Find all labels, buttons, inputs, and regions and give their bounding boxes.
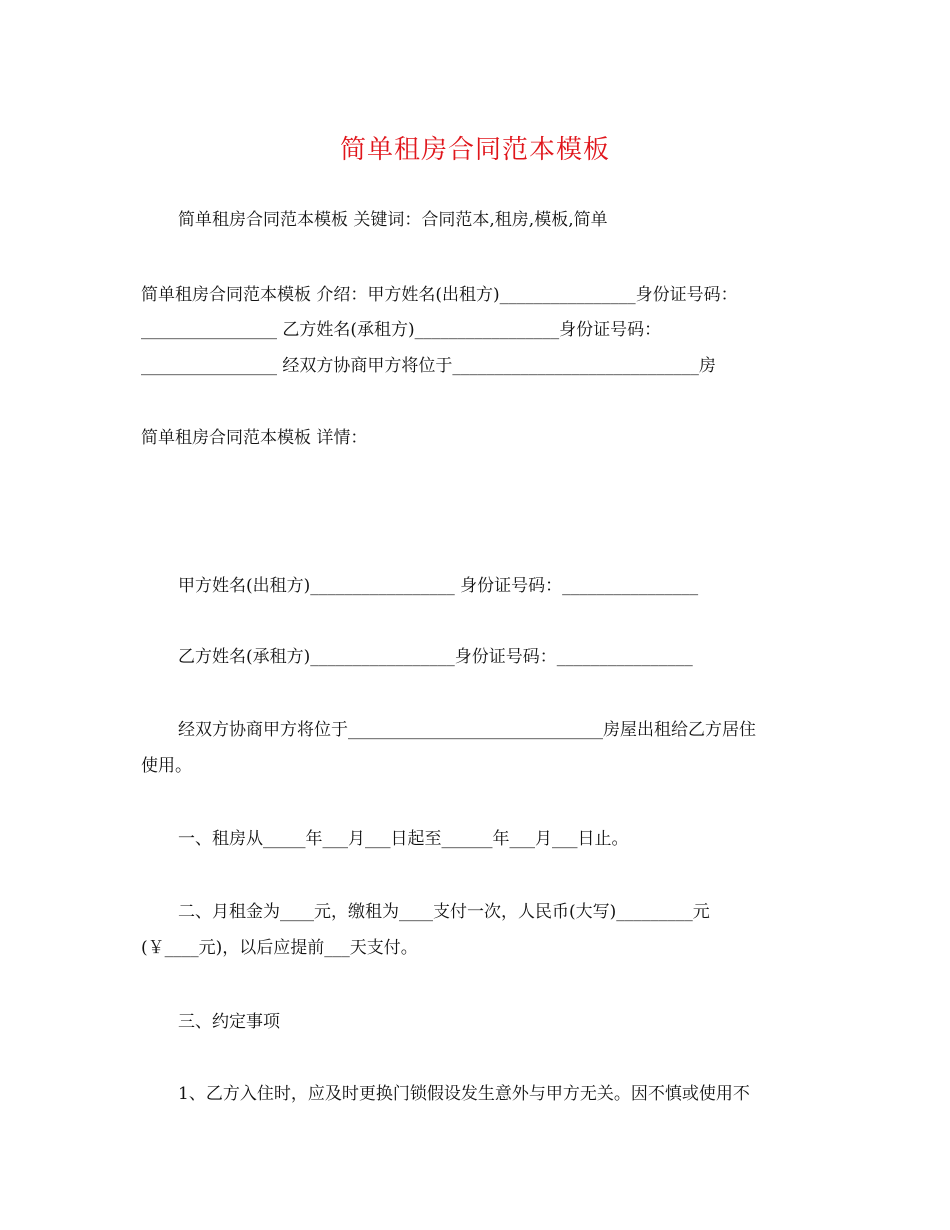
premises-line-2: 使用。 [141,756,192,776]
intro-line-3: ________________ 经双方协商甲方将位于_____________________________房 [141,356,716,376]
keywords-line: 简单租房合同范本模板 关键词：合同范本,租房,模板,简单 [178,210,608,230]
item-1-line: 1、乙方入住时，应及时更换门锁假设发生意外与甲方无关。因不慎或使用不 [178,1084,750,1104]
clause-2-rent-line-1: 二、月租金为____元，缴租为____支付一次，人民币(大写)_________元 [178,902,710,922]
details-label: 简单租房合同范本模板 详情： [141,428,368,448]
clause-3-heading: 三、约定事项 [178,1012,280,1032]
clause-1-rental-period: 一、租房从_____年___月___日起至______年___月___日止。 [178,829,629,849]
party-a-line: 甲方姓名(出租方)_________________ 身份证号码：________________ [178,576,699,596]
clause-2-rent-line-2: (￥____元)，以后应提前___天支付。 [141,938,418,958]
premises-line-1: 经双方协商甲方将位于______________________________房屋出租给乙方居住 [178,720,756,740]
intro-line-1: 简单租房合同范本模板 介绍：甲方姓名(出租方)________________身份证号码： [141,285,738,305]
intro-line-2: ________________ 乙方姓名(承租方)_________________身份证号码： [141,320,662,340]
party-b-line: 乙方姓名(承租方)_________________身份证号码：________________ [178,647,693,667]
page-title: 简单租房合同范本模板 [339,135,610,165]
